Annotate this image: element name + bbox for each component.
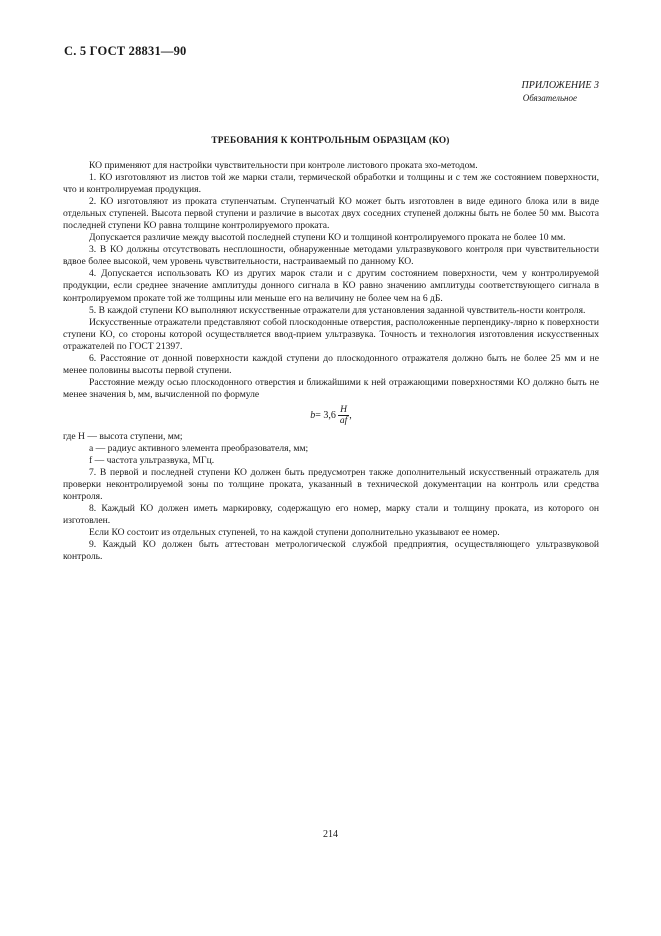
formula-denominator: af: [339, 416, 348, 427]
paragraph: Если КО состоит из отдельных ступеней, то на каждой ступени дополнительно указывают ее номер.: [89, 527, 500, 539]
appendix-label-block: [522, 80, 600, 104]
paragraph: Расстояние между осью плоскодонного отверстия и ближайшими к ней отражающими поверхностями КО должно быть не менее значения b, мм, вычисленной по формуле: [63, 376, 599, 400]
formula-fraction: [338, 405, 349, 426]
section-title: ТРЕБОВАНИЯ К КОНТРОЛЬНЫМ ОБРАЗЦАМ (КО): [211, 136, 450, 146]
body-text: [63, 160, 599, 563]
paragraph: 4. Допускается использовать КО из других марок стали и с другим состоянием поверхности, чем у контролируемой продукции, если среднее значение амплитуды донного сигнала в КО равно значению амплитуды соответствующего сигнала в контролируемом прокате той же толщины или меньше его на величину не более чем на 6 дБ.: [63, 268, 599, 304]
appendix-label: ПРИЛОЖЕНИЕ 3: [521, 80, 599, 91]
paragraph: 2. КО изготовляют из проката ступенчатым. Ступенчатый КО может быть изготовлен в виде единого блока или в виде отдельных ступеней. Высота первой ступени и различие в высотах двух соседних ступеней должны быть не более 50 мм. Высота последней ступени КО равна толщине контролируемого проката.: [63, 196, 599, 232]
definition: где H — высота ступени, мм;: [63, 430, 183, 442]
formula-numerator: H: [340, 405, 347, 416]
paragraph: Допускается различие между высотой последней ступени КО и толщиной контролируемого проката не более 10 мм.: [89, 232, 566, 244]
page-header: С. 5 ГОСТ 28831—90: [64, 44, 187, 58]
paragraph: 5. В каждой ступени КО выполняют искусственные отражатели для установления заданной чувствитель-ности контроля.: [89, 304, 586, 316]
definition: f — частота ультразвука, МГц.: [89, 455, 215, 467]
page-number: 214: [323, 829, 338, 840]
formula-eq: = 3,6: [315, 409, 336, 421]
paragraph: 8. Каждый КО должен иметь маркировку, содержащую его номер, марку стали и толщину проката, из которого он изготовлен.: [63, 503, 599, 527]
formula-tail: ,: [349, 409, 352, 421]
paragraph: КО применяют для настройки чувствительности при контроле листового проката эхо-методом.: [89, 160, 478, 171]
paragraph: 9. Каждый КО должен быть аттестован метрологической службой предприятия, осуществляющего ультразвуковой контроль.: [63, 539, 599, 563]
formula-lhs: b: [310, 409, 316, 421]
paragraph: 7. В первой и последней ступени КО должен быть предусмотрен также дополнительный искусственный отражатель для проверки неконтролируемой зоны по толщине проката, указанный в технической документации на контроль или средства контроля.: [63, 467, 599, 503]
paragraph: Искусственные отражатели представляют собой плоскодонные отверстия, расположенные перпендику-лярно к поверхности ступени КО, со стороны которой осуществляется ввод-прием ультразвука. Точность и технология изготовления искусственных отражателей по ГОСТ 21397.: [63, 316, 599, 352]
formula: [63, 401, 599, 431]
appendix-status: Обязательное: [522, 93, 577, 103]
paragraph: 6. Расстояние от донной поверхности каждой ступени до плоскодонного отражателя должно быть не более 25 мм и не менее половины высоты первой ступени.: [63, 352, 599, 376]
paragraph: 3. В КО должны отсутствовать несплошности, обнаруженные методами ультразвукового контроля при чувствительности вдвое более высокой, чем уровень чувствительности, настраиваемый по данному КО.: [63, 244, 599, 268]
paragraph: 1. КО изготовляют из листов той же марки стали, термической обработки и толщины и с тем же состоянием поверхности, что и контролируемая продукция.: [63, 172, 599, 196]
definition: a — радиус активного элемента преобразователя, мм;: [89, 442, 309, 454]
